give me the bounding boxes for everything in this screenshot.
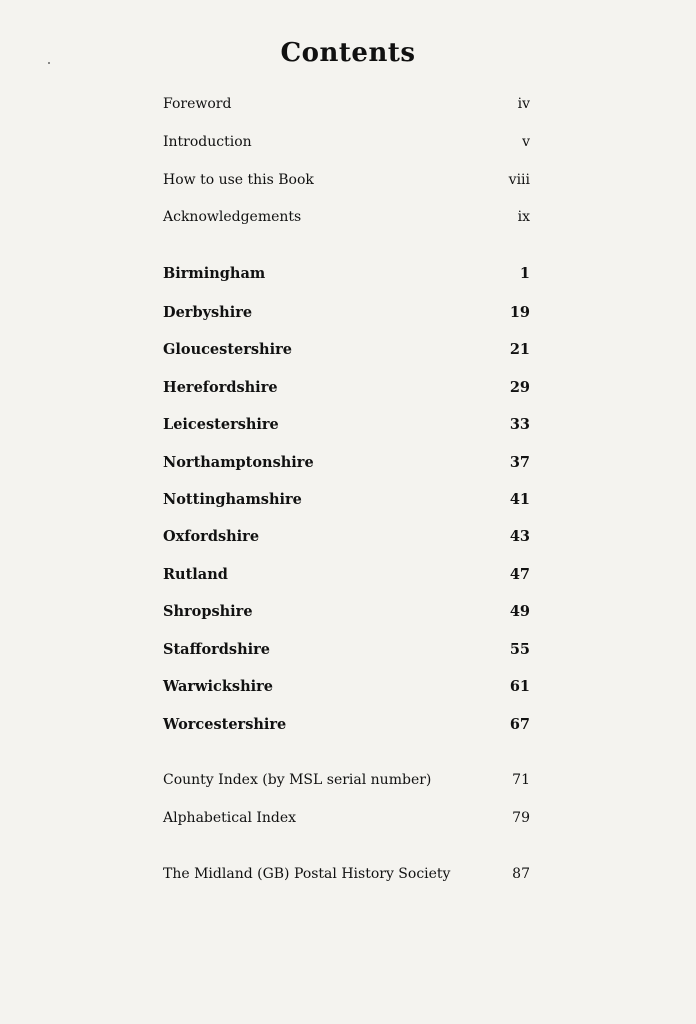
- toc-entry-label: Derbyshire: [163, 304, 253, 321]
- toc-entry-label: County Index (by MSL serial number): [163, 772, 432, 788]
- toc-entry-page: 29: [509, 379, 530, 396]
- toc-entry-label: Oxfordshire: [163, 528, 260, 545]
- toc-entry-leicestershire[interactable]: [163, 416, 530, 433]
- toc-entry-rutland[interactable]: [163, 566, 530, 583]
- toc-entry-northamptonshire[interactable]: [163, 454, 530, 471]
- toc-entry-page: 87: [512, 866, 530, 882]
- toc-entry-page: 47: [509, 566, 530, 583]
- toc-entry-label: Shropshire: [163, 603, 253, 620]
- toc-entry-label: Foreword: [163, 96, 232, 112]
- toc-entry-label: Leicestershire: [163, 416, 279, 433]
- toc-entry-label: Introduction: [163, 134, 252, 150]
- toc-entry-label: The Midland (GB) Postal History Society: [163, 866, 451, 882]
- toc-entry-page: 79: [512, 810, 530, 826]
- toc-entry-page: v: [522, 134, 530, 150]
- toc-entry-nottinghamshire[interactable]: [163, 491, 530, 508]
- toc-entry-page: 33: [509, 416, 530, 433]
- toc-entry-page: 55: [509, 641, 530, 658]
- toc-entry-page: 49: [509, 603, 530, 620]
- toc-entry-warwickshire[interactable]: [163, 678, 530, 695]
- toc-entry-label: Warwickshire: [163, 678, 274, 695]
- toc-entry-label: Herefordshire: [163, 379, 278, 396]
- toc-entry-label: Northamptonshire: [163, 454, 314, 471]
- toc-entry-page: 1: [519, 265, 530, 282]
- toc-entry-worcestershire[interactable]: [163, 716, 530, 733]
- toc-entry-derbyshire[interactable]: [163, 304, 530, 321]
- toc-entry-alphabetical-index[interactable]: [163, 810, 530, 826]
- toc-entry-page: iv: [517, 96, 530, 112]
- toc-entry-label: Nottinghamshire: [163, 491, 302, 508]
- toc-entry-label: Worcestershire: [163, 716, 287, 733]
- toc-entry-label: How to use this Book: [163, 172, 314, 188]
- toc-entry-page: ix: [517, 209, 530, 225]
- toc-entry-label: Alphabetical Index: [163, 810, 297, 826]
- toc-entry-page: viii: [508, 172, 530, 188]
- toc-entry-label: Acknowledgements: [163, 209, 302, 225]
- toc-entry-page: 19: [509, 304, 530, 321]
- toc-entry-page: 67: [509, 716, 530, 733]
- toc-entry-staffordshire[interactable]: [163, 641, 530, 658]
- toc-entry-label: Staffordshire: [163, 641, 270, 658]
- toc-entry-foreword[interactable]: [163, 96, 530, 112]
- toc-entry-how-to-use[interactable]: [163, 172, 530, 188]
- toc-entry-label: Rutland: [163, 566, 228, 583]
- toc-entry-page: 41: [509, 491, 530, 508]
- toc-entry-page: 71: [512, 772, 530, 788]
- toc-entry-label: Gloucestershire: [163, 341, 292, 358]
- toc-entry-society[interactable]: [163, 866, 530, 882]
- toc-entry-gloucestershire[interactable]: [163, 341, 530, 358]
- toc-entry-page: 21: [509, 341, 530, 358]
- toc-entry-county-index[interactable]: [163, 772, 530, 788]
- toc-entry-oxfordshire[interactable]: [163, 528, 530, 545]
- toc-entry-introduction[interactable]: [163, 134, 530, 150]
- toc-entry-page: 37: [509, 454, 530, 471]
- toc-entry-acknowledgements[interactable]: [163, 209, 530, 225]
- toc-entry-page: 61: [509, 678, 530, 695]
- toc-entry-herefordshire[interactable]: [163, 379, 530, 396]
- toc-entry-shropshire[interactable]: [163, 603, 530, 620]
- toc-entry-page: 43: [509, 528, 530, 545]
- toc-entry-birmingham[interactable]: [163, 265, 530, 282]
- toc-entry-label: Birmingham: [163, 265, 266, 282]
- page-title: Contents: [280, 38, 416, 68]
